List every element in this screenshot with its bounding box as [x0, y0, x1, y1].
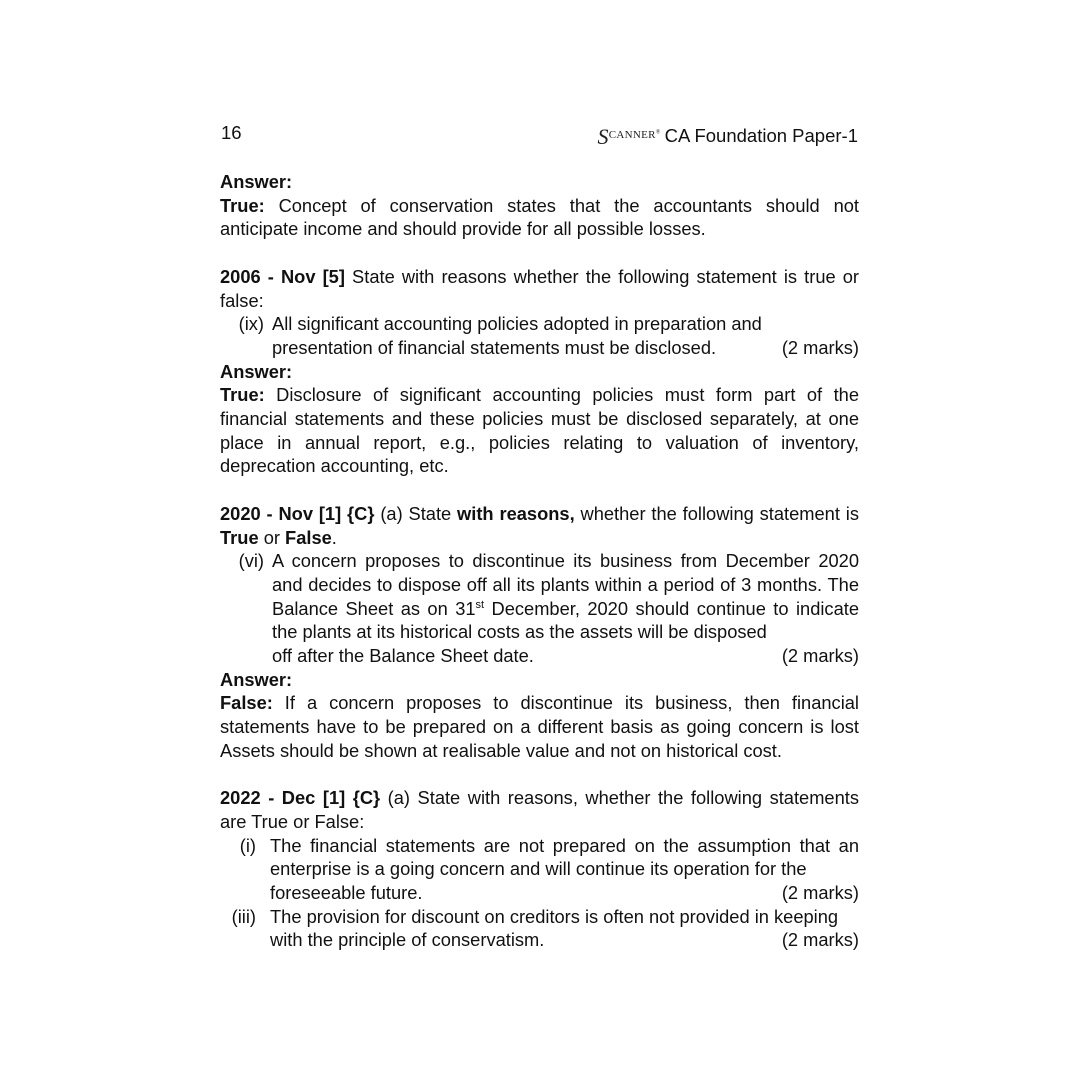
marks: (2 marks): [781, 645, 859, 667]
item-last-line: off after the Balance Sheet date. (2 marks): [272, 645, 859, 667]
item-last-line: presentation of financial statements must be disclosed. (2 marks): [272, 336, 859, 358]
question-item-vi: [220, 549, 859, 668]
marks: (2 marks): [781, 929, 859, 951]
answer-text: False: If a concern proposes to discontinue its business, then financial statements have to be prepared on a different basis as going concern is lost Assets should be shown at realisable value and not on historical cost.: [220, 692, 859, 761]
item-text: A concern proposes to discontinue its business from December 2020 and decides to dispose off all its plants within a period of 3 months. The Balance Sheet as on 31st December, 2020 should continue to indicate the plants at its historical costs as the assets will be disposed: [272, 550, 859, 643]
item-last-line: foreseeable future. (2 marks): [270, 882, 859, 904]
page-header: [221, 122, 858, 150]
item-number: (vi): [238, 550, 264, 572]
item-text: The financial statements are not prepared on the assumption that an enterprise is a going concern and will continue its operation for the: [270, 834, 859, 880]
running-head: [597, 122, 858, 148]
scanner-logo: SCANNER®: [597, 124, 661, 149]
running-title: CA Foundation Paper-1: [664, 125, 858, 146]
answer-text: True: Disclosure of significant accounting policies must form part of the financial statements and these policies must be disclosed separately, at one place in annual report, e.g., policies relating to valuation of inventory, deprecation accounting, etc.: [220, 384, 859, 477]
question-item-iii: [220, 905, 859, 952]
marks: (2 marks): [781, 336, 859, 358]
item-last-line: with the principle of conservatism. (2 marks): [270, 929, 859, 951]
page-content: [220, 170, 859, 952]
answer-text: True: Concept of conservation states that the accountants should not anticipate income and should provide for all possible losses.: [220, 194, 859, 240]
question-item-i: [220, 834, 859, 905]
question-2020: 2020 - Nov [1] {C} (a) State with reasons, whether the following statement is True or False.: [220, 502, 859, 548]
answer-heading: Answer:: [220, 360, 293, 382]
answer-heading: Answer:: [220, 668, 293, 690]
marks: (2 marks): [781, 882, 859, 904]
question-2006: 2006 - Nov [5] State with reasons whether the following statement is true or false:: [220, 265, 860, 311]
answer-heading: Answer:: [220, 171, 293, 192]
question-item-ix: [220, 312, 859, 359]
item-text: All significant accounting policies adopted in preparation and: [272, 313, 762, 335]
page-number: 16: [221, 122, 242, 143]
question-2022: 2022 - Dec [1] {C} (a) State with reasons, whether the following statements are True or False:: [220, 787, 859, 832]
item-number: (ix): [238, 313, 264, 335]
item-text: The provision for discount on creditors is often not provided in keeping: [270, 905, 839, 927]
item-number: (iii): [231, 905, 256, 927]
item-number: (i): [239, 834, 256, 856]
